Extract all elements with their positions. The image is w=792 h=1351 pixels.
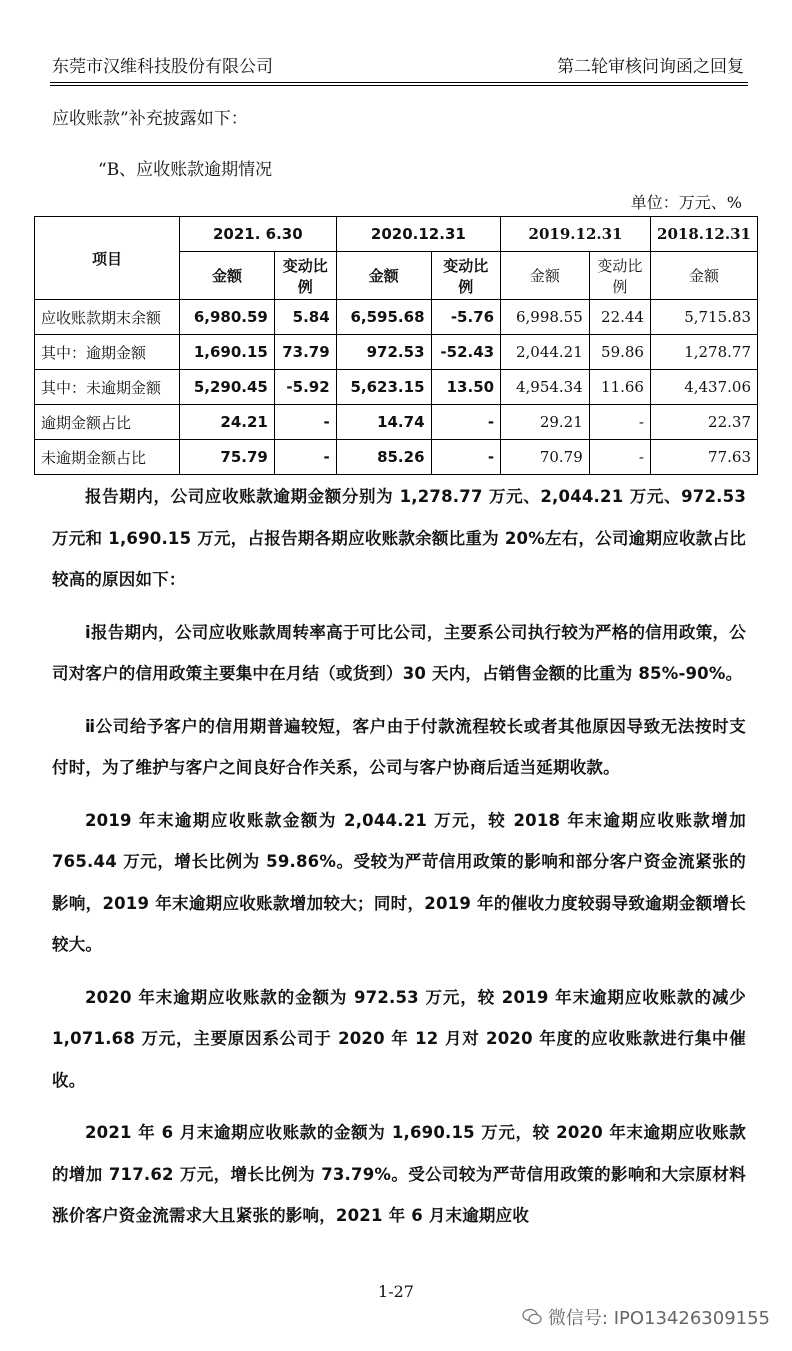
watermark-text: 微信号: IPO13426309155 xyxy=(547,1308,770,1329)
table-cell: 11.66 xyxy=(589,370,650,405)
table-cell: 77.63 xyxy=(650,440,757,475)
paragraph: 报告期内，公司应收账款逾期金额分别为 1,278.77 万元、2,044.21 万元、972.53 万元和 1,690.15 万元，占报告期各期应收账款余额比重为 20%左右，公司逾期应收款占比较高的原因如下： xyxy=(52,487,746,589)
table-cell: 29.21 xyxy=(501,405,590,440)
table-cell: 4,437.06 xyxy=(650,370,757,405)
table-cell: 5,290.45 xyxy=(180,370,275,405)
overdue-receivables-table xyxy=(34,216,758,475)
section-title: “B、应收账款逾期情况 xyxy=(98,160,273,180)
table-cell: 75.79 xyxy=(180,440,275,475)
paragraph: 2020 年末逾期应收账款的金额为 972.53 万元，较 2019 年末逾期应收账款的减少 1,071.68 万元，主要原因系公司于 2020 年 12 月对 2020 年度的应收账款进行集中催收。 xyxy=(52,987,746,1090)
body-text xyxy=(52,476,746,1237)
paragraph: 2021 年 6 月末逾期应收账款的金额为 1,690.15 万元，较 2020 年末逾期应收账款的增加 717.62 万元，增长比例为 73.79%。受公司较为严苛信用政策的影响和大宗原材料涨价客户资金流需求大且紧张的影响，2021 年 6 月末逾期应收 xyxy=(52,1123,746,1225)
table-cell: 73.79 xyxy=(274,335,336,370)
table-cell: 972.53 xyxy=(336,335,431,370)
paragraph: ⅰ报告期内，公司应收账款周转率高于可比公司，主要系公司执行较为严格的信用政策，公司对客户的信用政策主要集中在月结（或货到）30 天内，占销售金额的比重为 85%-90%。 xyxy=(52,622,746,683)
table-cell: 5,623.15 xyxy=(336,370,431,405)
table-cell: 1,690.15 xyxy=(180,335,275,370)
table-cell: 6,980.59 xyxy=(180,300,275,335)
header-period: 2021. 6.30 xyxy=(180,217,337,252)
paragraph: ⅱ公司给予客户的信用期普遍较短，客户由于付款流程较长或者其他原因导致无法按时支付时，为了维护与客户之间良好合作关系，公司与客户协商后适当延期收款。 xyxy=(52,716,746,777)
row-label: 其中：逾期金额 xyxy=(35,335,180,370)
subheader-amount: 金额 xyxy=(180,252,275,300)
watermark xyxy=(522,1304,770,1330)
subheader-amount: 金额 xyxy=(336,252,431,300)
table-cell: - xyxy=(431,440,501,475)
subheader-amount: 金额 xyxy=(501,252,590,300)
row-label: 应收账款期末余额 xyxy=(35,300,180,335)
table-cell: 14.74 xyxy=(336,405,431,440)
table-cell: - xyxy=(274,405,336,440)
table-row xyxy=(35,370,758,405)
table-row xyxy=(35,405,758,440)
table-cell: -5.92 xyxy=(274,370,336,405)
row-label: 其中：未逾期金额 xyxy=(35,370,180,405)
table-row xyxy=(35,335,758,370)
subheader-change: 变动比例 xyxy=(589,252,650,300)
table-cell: 13.50 xyxy=(431,370,501,405)
row-label: 未逾期金额占比 xyxy=(35,440,180,475)
header-document-title: 第二轮审核问询函之回复 xyxy=(557,57,744,77)
paragraph: 2019 年末逾期应收账款金额为 2,044.21 万元，较 2018 年末逾期应收账款增加 765.44 万元，增长比例为 59.86%。受较为严苛信用政策的影响和部分客户资金流紧张的影响，2019 年末逾期应收账款增加较大；同时，2019 年的催收力度较弱导致逾期金额增长较大。 xyxy=(52,810,746,954)
table-cell: 6,595.68 xyxy=(336,300,431,335)
intro-text: 应收账款”补充披露如下： xyxy=(52,109,248,129)
header-period: 2020.12.31 xyxy=(336,217,500,252)
table-cell: 22.44 xyxy=(589,300,650,335)
subheader-change: 变动比例 xyxy=(274,252,336,300)
table-row xyxy=(35,440,758,475)
table-cell: 4,954.34 xyxy=(501,370,590,405)
header-company: 东莞市汉维科技股份有限公司 xyxy=(52,57,273,77)
table-cell: 5.84 xyxy=(274,300,336,335)
wechat-icon xyxy=(522,1308,542,1326)
row-label: 逾期金额占比 xyxy=(35,405,180,440)
table-cell: -5.76 xyxy=(431,300,501,335)
header-rule-thin xyxy=(50,85,748,86)
table-cell: 5,715.83 xyxy=(650,300,757,335)
table-row xyxy=(35,300,758,335)
header-rule xyxy=(50,82,748,83)
unit-label: 单位：万元、% xyxy=(630,193,742,212)
table-cell: 1,278.77 xyxy=(650,335,757,370)
table-cell: 22.37 xyxy=(650,405,757,440)
table-cell: -52.43 xyxy=(431,335,501,370)
table-cell: 6,998.55 xyxy=(501,300,590,335)
table-cell: - xyxy=(274,440,336,475)
table-cell: - xyxy=(589,405,650,440)
table-cell: 2,044.21 xyxy=(501,335,590,370)
subheader-change: 变动比例 xyxy=(431,252,501,300)
table-cell: 70.79 xyxy=(501,440,590,475)
page-number: 1-27 xyxy=(378,1282,414,1301)
header-item: 项目 xyxy=(35,217,180,300)
table-cell: 24.21 xyxy=(180,405,275,440)
subheader-amount: 金额 xyxy=(650,252,757,300)
table-cell: - xyxy=(589,440,650,475)
table-cell: - xyxy=(431,405,501,440)
header-period: 2019.12.31 xyxy=(501,217,651,252)
table-cell: 59.86 xyxy=(589,335,650,370)
header-period: 2018.12.31 xyxy=(650,217,757,252)
table-cell: 85.26 xyxy=(336,440,431,475)
